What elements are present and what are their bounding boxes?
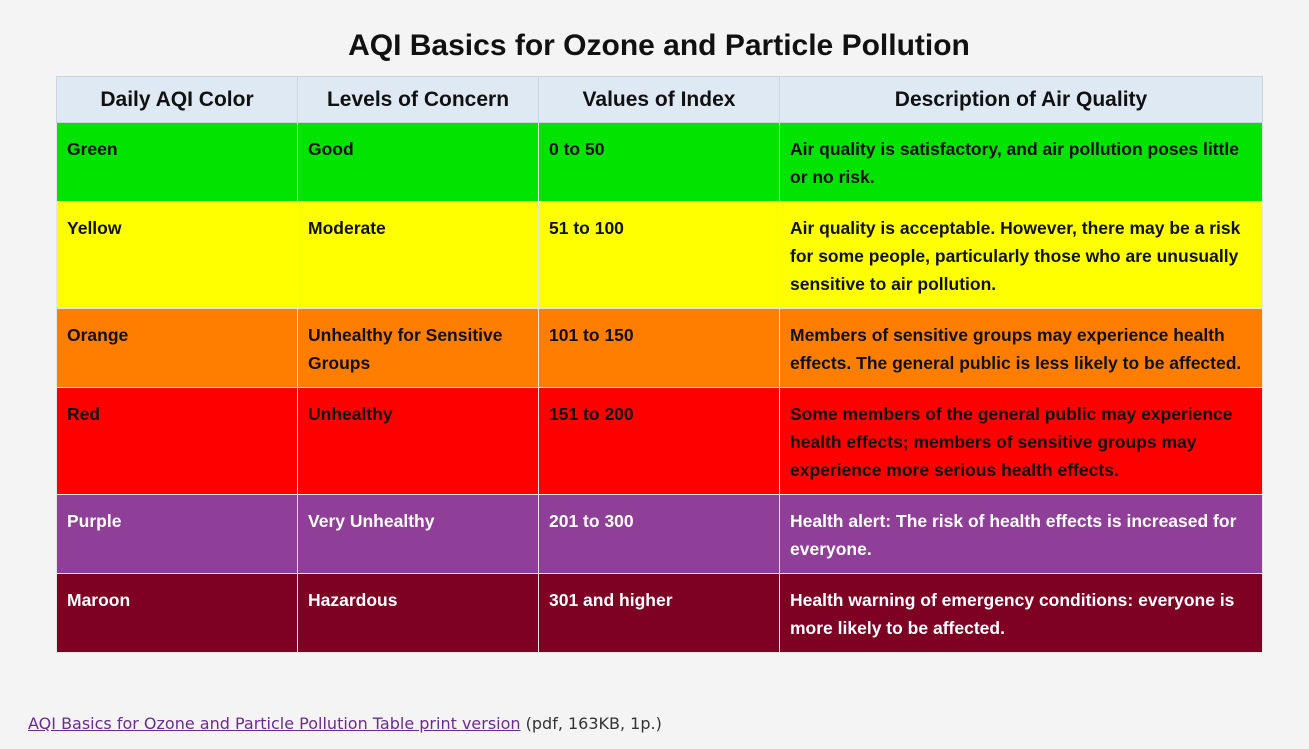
cell-description: Health alert: The risk of health effects is increased for everyone. bbox=[780, 495, 1263, 574]
cell-color: Red bbox=[57, 388, 298, 495]
table-header-row bbox=[57, 77, 1263, 123]
cell-values: 51 to 100 bbox=[539, 202, 780, 309]
cell-level: Unhealthy for Sensitive Groups bbox=[298, 309, 539, 388]
cell-values: 101 to 150 bbox=[539, 309, 780, 388]
table-row bbox=[57, 495, 1263, 574]
aqi-table bbox=[56, 76, 1263, 653]
cell-color: Yellow bbox=[57, 202, 298, 309]
cell-values: 0 to 50 bbox=[539, 123, 780, 202]
column-header-description: Description of Air Quality bbox=[780, 77, 1263, 123]
cell-color: Green bbox=[57, 123, 298, 202]
cell-level: Unhealthy bbox=[298, 388, 539, 495]
cell-color: Orange bbox=[57, 309, 298, 388]
table-body bbox=[57, 123, 1263, 653]
cell-values: 201 to 300 bbox=[539, 495, 780, 574]
footer bbox=[28, 714, 662, 733]
page-title: AQI Basics for Ozone and Particle Pollution bbox=[348, 29, 970, 62]
cell-level: Moderate bbox=[298, 202, 539, 309]
cell-values: 301 and higher bbox=[539, 574, 780, 653]
table-row bbox=[57, 309, 1263, 388]
cell-description: Air quality is acceptable. However, there may be a risk for some people, particularly those who are unusually sensitive to air pollution. bbox=[780, 202, 1263, 309]
table-row bbox=[57, 574, 1263, 653]
cell-level: Good bbox=[298, 123, 539, 202]
print-version-link[interactable]: AQI Basics for Ozone and Particle Pollution Table print version bbox=[28, 714, 521, 733]
table-row bbox=[57, 202, 1263, 309]
cell-description: Air quality is satisfactory, and air pollution poses little or no risk. bbox=[780, 123, 1263, 202]
column-header-values: Values of Index bbox=[539, 77, 780, 123]
column-header-color: Daily AQI Color bbox=[57, 77, 298, 123]
table-row bbox=[57, 388, 1263, 495]
table-row bbox=[57, 123, 1263, 202]
cell-description: Some members of the general public may experience health effects; members of sensitive groups may experience more serious health effects. bbox=[780, 388, 1263, 495]
cell-level: Very Unhealthy bbox=[298, 495, 539, 574]
cell-color: Maroon bbox=[57, 574, 298, 653]
cell-description: Health warning of emergency conditions: everyone is more likely to be affected. bbox=[780, 574, 1263, 653]
print-version-meta: (pdf, 163KB, 1p.) bbox=[520, 714, 662, 733]
cell-description: Members of sensitive groups may experience health effects. The general public is less likely to be affected. bbox=[780, 309, 1263, 388]
column-header-level: Levels of Concern bbox=[298, 77, 539, 123]
cell-level: Hazardous bbox=[298, 574, 539, 653]
cell-values: 151 to 200 bbox=[539, 388, 780, 495]
cell-color: Purple bbox=[57, 495, 298, 574]
